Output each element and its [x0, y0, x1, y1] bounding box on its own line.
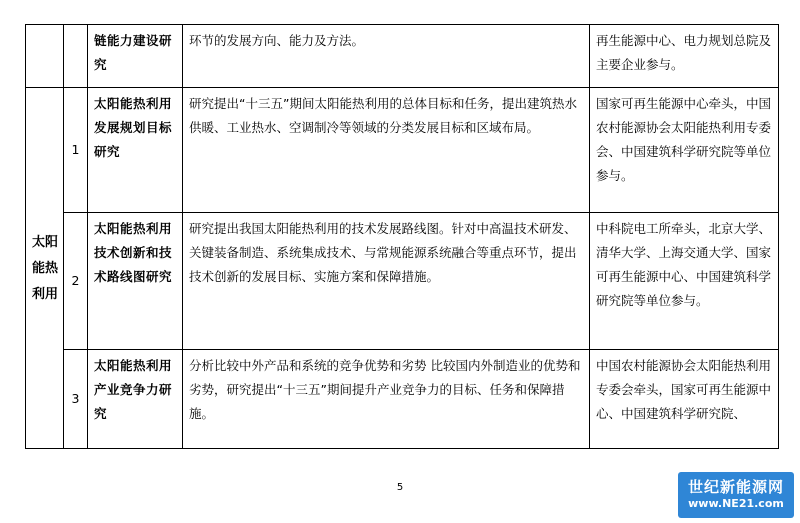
- task-organization: 中国农村能源协会太阳能热利用专委会牵头，国家可再生能源中心、中国建筑科学研究院、: [590, 350, 779, 449]
- table-row: [26, 25, 779, 88]
- task-name: 链能力建设研究: [88, 25, 183, 88]
- number-cell-empty: [64, 25, 88, 88]
- category-cell-empty: [26, 25, 64, 88]
- category-cell: [26, 88, 64, 449]
- site-watermark-logo: [678, 472, 794, 518]
- category-label: 太阳能热利用: [32, 235, 59, 302]
- watermark-url: www.NE21.com: [688, 497, 784, 510]
- task-name: 太阳能热利用发展规划目标研究: [88, 88, 183, 213]
- task-organization: 再生能源中心、电力规划总院及主要企业参与。: [590, 25, 779, 88]
- task-name: 太阳能热利用产业竞争力研究: [88, 350, 183, 449]
- table-row: [26, 213, 779, 350]
- page-number: 5: [396, 482, 404, 493]
- task-number: 1: [64, 88, 88, 213]
- task-organization: 中科院电工所牵头，北京大学、清华大学、上海交通大学、国家可再生能源中心、中国建筑科学研究院等单位参与。: [590, 213, 779, 350]
- task-number: 3: [64, 350, 88, 449]
- watermark-title: 世纪新能源网: [687, 478, 784, 496]
- task-content: 环节的发展方向、能力及方法。: [183, 25, 590, 88]
- research-task-table: [25, 24, 779, 449]
- task-content: 分析比较中外产品和系统的竞争优势和劣势 比较国内外制造业的优势和劣势，研究提出“十三五”期间提升产业竞争力的目标、任务和保障措施。: [183, 350, 590, 449]
- task-name: 太阳能热利用技术创新和技术路线图研究: [88, 213, 183, 350]
- task-content: 研究提出我国太阳能热利用的技术发展路线图。针对中高温技术研发、关键装备制造、系统集成技术、与常规能源系统融合等重点环节，提出技术创新的发展目标、实施方案和保障措施。: [183, 213, 590, 350]
- task-number: 2: [64, 213, 88, 350]
- table-row: [26, 350, 779, 449]
- task-organization: 国家可再生能源中心牵头，中国农村能源协会太阳能热利用专委会、中国建筑科学研究院等单位参与。: [590, 88, 779, 213]
- table-row: [26, 88, 779, 213]
- task-content: 研究提出“十三五”期间太阳能热利用的总体目标和任务，提出建筑热水供暖、工业热水、空调制冷等领域的分类发展目标和区域布局。: [183, 88, 590, 213]
